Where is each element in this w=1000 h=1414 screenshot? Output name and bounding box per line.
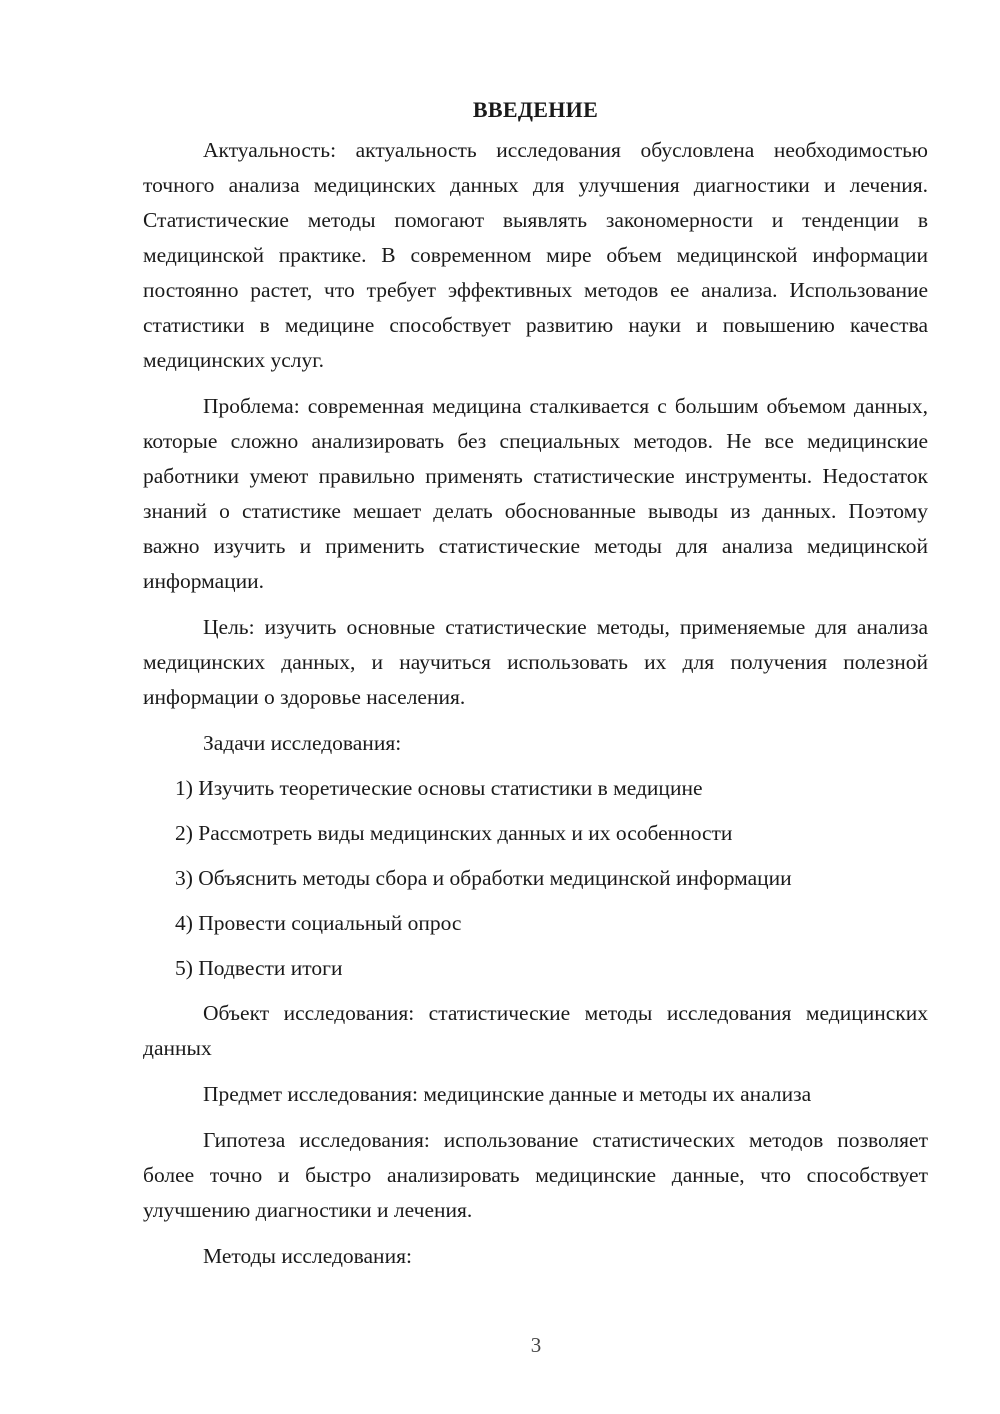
tasks-heading: Задачи исследования: (203, 731, 402, 755)
paragraph-subject: Предмет исследования: медицинские данные и методы их анализа (203, 1082, 812, 1106)
list-item: 4) Провести социальный опрос (175, 911, 462, 935)
list-item: 2) Рассмотреть виды медицинских данных и их особенности (175, 821, 733, 845)
document-page (143, 92, 928, 1284)
methods-heading: Методы исследования: (203, 1244, 412, 1268)
task-list (143, 771, 928, 986)
list-item: 3) Объяснить методы сбора и обработки медицинской информации (175, 866, 792, 890)
page-title: ВВЕДЕНИЕ (472, 97, 599, 122)
paragraph-goal: Цель: изучить основные статистические методы, применяемые для анализа медицинских данных, и научиться использовать их для получения полезной информации о здоровье населения. (143, 615, 928, 709)
list-item: 1) Изучить теоретические основы статистики в медицине (175, 776, 703, 800)
paragraph-problem: Проблема: современная медицина сталкивается с большим объемом данных, которые сложно анализировать без специальных методов. Не все медицинские работники умеют правильно применять статистические инструменты. Недостаток знаний о статистике мешает делать обоснованные выводы из данных. Поэтому важно изучить и применить статистические методы для анализа медицинской информации. (143, 394, 928, 593)
list-item: 5) Подвести итоги (175, 956, 343, 980)
page-number: 3 (530, 1333, 542, 1357)
paragraph-object: Объект исследования: статистические методы исследования медицинских данных (143, 1001, 928, 1060)
paragraph-relevance: Актуальность: актуальность исследования обусловлена необходимостью точного анализа медицинских данных для улучшения диагностики и лечения. Статистические методы помогают выявлять закономерности и тенденции в медицинской практике. В современном мире объем медицинской информации постоянно растет, что требует эффективных методов ее анализа. Использование статистики в медицине способствует развитию науки и повышению качества медицинских услуг. (143, 138, 928, 372)
paragraph-hypothesis: Гипотеза исследования: использование статистических методов позволяет более точно и быстро анализировать медицинские данные, что способствует улучшению диагностики и лечения. (143, 1128, 928, 1222)
